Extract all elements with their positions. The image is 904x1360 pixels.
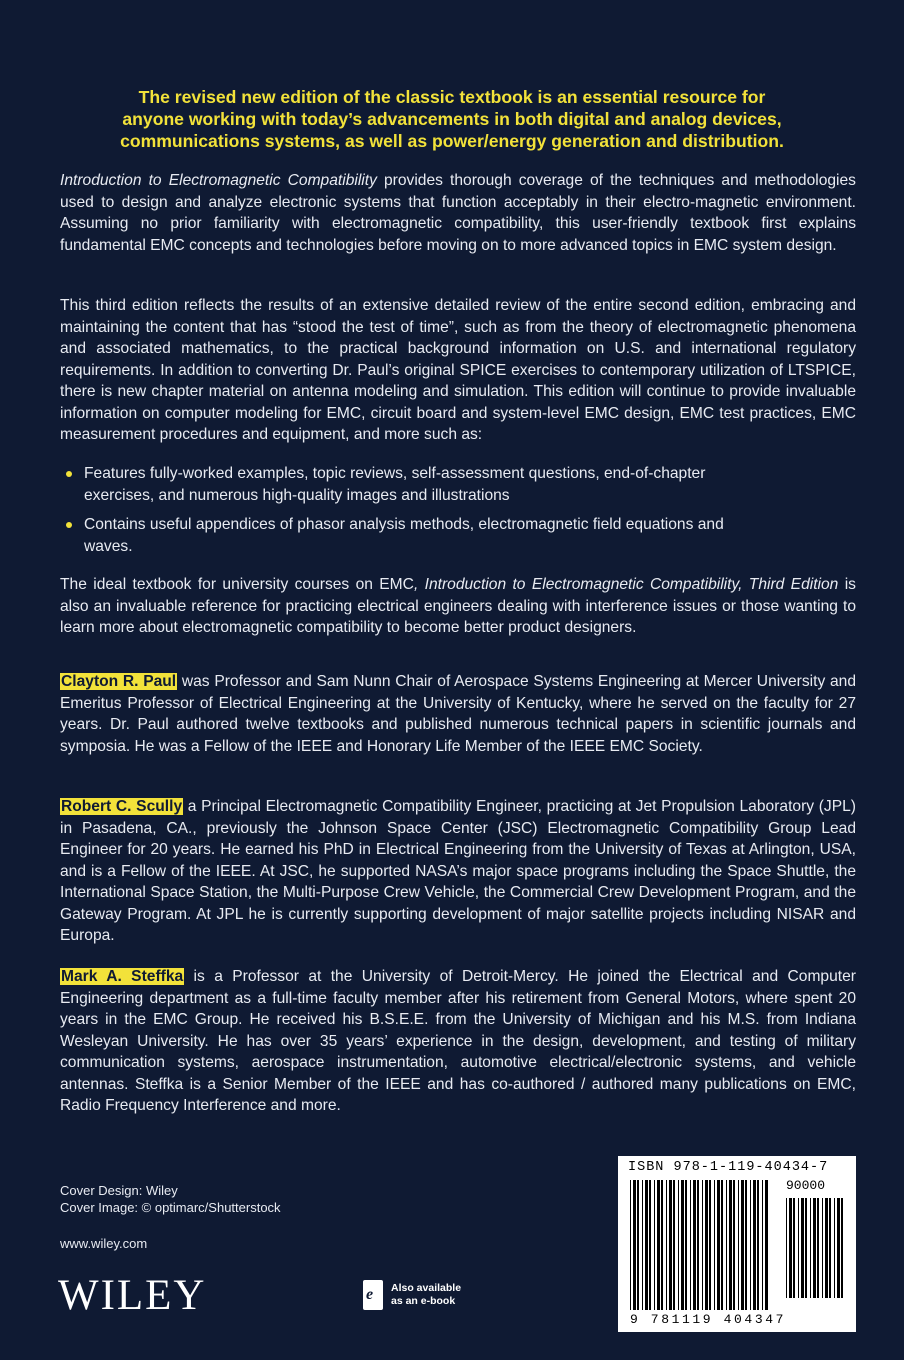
author-bio-text: a Principal Electromagnetic Compatibility Engineer, practicing at Jet Propulsion Laboratory (JPL) in Pasadena, CA., previously the Johnson Space Center (JSC) Electromagnetic Compatibility Group Lead Engineer for 20 years. He earned his PhD in Electrical Engineering from the University of Texas at Arlington, USA, and is a Fellow of the IEEE. At JSC, he supported NASA’s major space programs including the Space Shuttle, the International Space Station, the Multi-Purpose Crew Vehicle, the Commercial Crew Development Program, and the Gateway Program. At JPL he is currently supporting development of major satellite projects including NISAR and Europa. [60,798,856,944]
ebook-icon: e [363,1280,383,1310]
isbn-barcode [618,1156,856,1332]
list-item [66,463,766,507]
author-bio-scully [60,796,856,947]
list-item-text: Features fully-worked examples, topic reviews, self-assessment questions, end-of-chapter exercises, and numerous high-quality images and illustrations [84,465,706,504]
headline-line: communications systems, as well as power/energy generation and distribution. [120,131,784,151]
author-bio-steffka [60,966,856,1117]
author-name: Mark A. Steffka [61,968,184,985]
author-bio-text: was Professor and Sam Nunn Chair of Aerospace Systems Engineering at Mercer University and Emeritus Professor of Electrical Engineering at the University of Kentucky, where he served on the faculty for 27 years. Dr. Paul authored twelve textbooks and published numerous technical papers in scientific journals and symposia. He was a Fellow of the IEEE and Honorary Life Member of the IEEE EMC Society. [60,673,856,755]
cover-credits [60,1182,281,1216]
ideal-text-before: The ideal textbook for university courses on EMC [60,576,414,593]
feature-list [66,463,766,565]
author-bio-paul [60,671,856,757]
author-name: Clayton R. Paul [61,673,177,690]
bullet-icon [66,471,72,477]
book-title: Introduction to Electromagnetic Compatibility [60,172,377,189]
headline-line: anyone working with today’s advancements in both digital and analog devices, [122,109,782,129]
ideal-text-after: is also an invaluable reference for practicing electrical engineers dealing with interference issues or those wanting to learn more about electromagnetic compatibility to become better product designers. [60,576,856,636]
intro-paragraph [60,170,856,256]
cover-design-credit: Cover Design: Wiley [60,1183,178,1198]
publisher-logo: WILEY [58,1272,207,1319]
headline [60,86,844,152]
intro-text: provides thorough coverage of the techniques and methodologies used to design and analyze electronic systems that function acceptably in their electro-magnetic environment. Assuming no prior familiarity with electromagnetic compatibility, this user-friendly textbook first explains fundamental EMC concepts and technologies before moving on to more advanced topics in EMC system design. [60,172,856,254]
ebook-label: Also available as an e-book [391,1282,462,1307]
barcode-digits: 9 781119 404347 [630,1312,787,1327]
isbn-number: ISBN 978-1-119-40434-7 [628,1160,829,1175]
edition-paragraph [60,295,856,446]
author-name: Robert C. Scully [61,798,183,815]
barcode-graphic [618,1156,856,1332]
edition-text: This third edition reflects the results of an extensive detailed review of the entire second edition, embracing and maintaining the content that has “stood the test of time”, such as from the theory of electromagnetic phenomena and associated mathematics, to the practical background information on U.S. and international regulatory requirements. In addition to converting Dr. Paul’s original SPICE exercises to contemporary utilization of LTSPICE, there is new chapter material on antenna modeling and simulation. This edition will continue to provide invaluable information on computer modeling for EMC, circuit board and system-level EMC design, EMC test practices, EMC measurement procedures and equipment, and more such as: [60,297,856,443]
price-code: 90000 [786,1178,826,1193]
cover-image-credit: Cover Image: © optimarc/Shutterstock [60,1200,281,1215]
publisher-url[interactable]: www.wiley.com [60,1236,148,1251]
ebook-badge [363,1280,461,1310]
list-item [66,514,766,558]
bullet-icon [66,522,72,528]
author-bio-text: is a Professor at the University of Detroit-Mercy. He joined the Electrical and Computer Engineering department as a full-time faculty member after his retirement from General Motors, where spent 20 years in the EMC Group. He received his B.S.E.E. from the University of Michigan and his M.S. from Indiana Wesleyan University. He has over 35 years’ experience in the design, development, and testing of military communication systems, aerospace instrumentation, automotive electrical/electronic systems, and vehicle antennas. Steffka is a Senior Member of the IEEE and has co-authored / authored many publications on EMC, Radio Frequency Interference and more. [60,968,856,1114]
book-title-full: , Introduction to Electromagnetic Compatibility, Third Edition [413,576,839,593]
list-item-text: Contains useful appendices of phasor analysis methods, electromagnetic field equations and waves. [84,516,724,555]
ideal-paragraph [60,574,856,639]
headline-line: The revised new edition of the classic textbook is an essential resource for [138,87,766,107]
